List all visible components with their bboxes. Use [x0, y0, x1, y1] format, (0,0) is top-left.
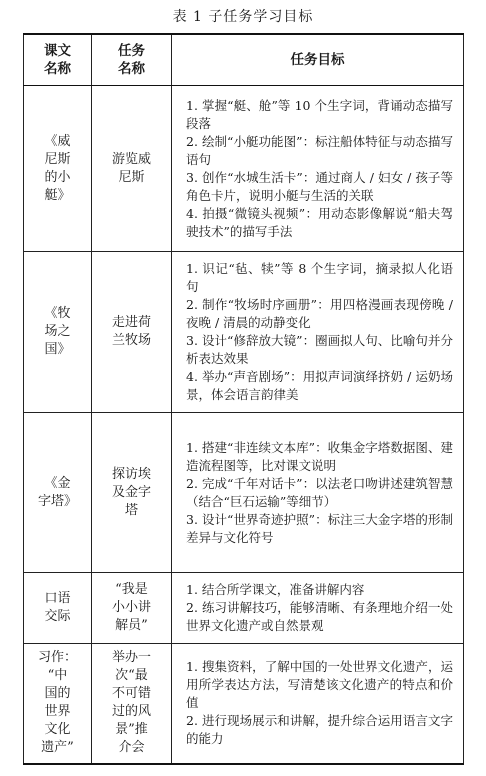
table-caption: 表 1 子任务学习目标 [172, 9, 314, 25]
task-name-line: 过的风 [111, 704, 151, 720]
task-goal-cell [172, 86, 464, 252]
goal-item: 1. 搭建“非连续文本库”：收集金字塔数据图、建造流程图等，比对课文说明 [186, 439, 453, 473]
header-task-goal: 任务目标 [172, 34, 464, 86]
task-name-line: “我是 [115, 582, 148, 597]
header-task-line: 任务 [118, 43, 145, 59]
task-name-cell [92, 86, 172, 252]
task-name-line: 次“最 [115, 668, 148, 684]
task-name-line: 举办一 [111, 650, 151, 666]
task-name-line: 游览威 [111, 151, 151, 167]
task-goal-cell [172, 413, 464, 573]
table-row [24, 86, 464, 252]
lesson-name-cell [24, 644, 92, 764]
lesson-name-line: 口语 [44, 591, 71, 606]
task-goal-cell [172, 573, 464, 644]
task-name-cell [92, 413, 172, 573]
lesson-name-line: 场之 [44, 324, 71, 339]
lesson-name-line: 的小 [44, 169, 71, 185]
goal-item: 1. 识记“毡、犊”等 8 个生字词，摘录拟人化语句 [186, 261, 453, 294]
table-row [24, 573, 464, 644]
task-name-line: 兰牧场 [111, 333, 151, 348]
task-name-line: 介会 [118, 740, 145, 756]
goal-item: 1. 掌握“艇、舱”等 10 个生字词，背诵动态描写段落 [186, 97, 453, 131]
lesson-name-line: 艇》 [44, 187, 71, 203]
task-name-line: 塔 [124, 502, 138, 518]
header-row [24, 34, 464, 86]
table-body [24, 86, 464, 764]
task-goal-cell [172, 644, 464, 764]
task-name-line: 探访埃 [111, 466, 151, 482]
task-name-cell [92, 573, 172, 644]
lesson-name-line: 交际 [44, 609, 71, 624]
task-name-line: 景”推 [115, 722, 148, 738]
goal-item: 2. 完成“千年对话卡”：以法老口吻讲述建筑智慧（结合“巨石运输”等细节） [186, 475, 453, 509]
goal-item: 1. 搜集资料，了解中国的一处世界文化遗产，运用所学表达方法，写清楚该文化遗产的特点和价值 [186, 659, 453, 711]
task-name-line: 及金字 [111, 484, 151, 500]
task-name-line: 尼斯 [118, 169, 145, 185]
goal-item: 2. 绘制“小艇功能图”：标注船体特征与动态描写语句 [186, 133, 453, 167]
table-row [24, 252, 464, 413]
goal-item: 1. 结合所学课文，准备讲解内容 [186, 582, 365, 597]
task-name-line: 小小讲 [111, 600, 151, 615]
lesson-name-line: 习作： [37, 650, 77, 666]
goal-item: 4. 拍摄“微镜头视频”：用动态影像解说“船夫驾驶技术”的描写手法 [186, 205, 453, 239]
goals-table [23, 33, 464, 765]
lesson-name-line: 国的 [44, 686, 71, 702]
header-lesson-name [24, 34, 92, 86]
lesson-name-line: 国》 [44, 342, 71, 357]
goal-item: 3. 创作“水城生活卡”：通过商人 / 妇女 / 孩子等角色卡片，说明小艇与生活的关联 [186, 169, 453, 203]
task-name-cell [92, 252, 172, 413]
goal-item: 3. 设计“世界奇迹护照”：标注三大金字塔的形制差异与文化符号 [186, 511, 453, 545]
lesson-name-line: 《金 [44, 475, 71, 491]
lesson-name-line: 尼斯 [44, 151, 71, 167]
goal-item: 2. 进行现场展示和讲解，提升综合运用语言文字的能力 [186, 713, 453, 747]
lesson-name-line: 字塔》 [37, 493, 77, 509]
lesson-name-cell [24, 252, 92, 413]
table-row [24, 644, 464, 764]
lesson-name-cell [24, 86, 92, 252]
lesson-name-line: 世界 [44, 704, 71, 720]
task-name-line: 解员” [115, 618, 148, 633]
header-task-name [92, 34, 172, 86]
goal-item: 2. 练习讲解技巧，能够清晰、有条理地介绍一处世界文化遗产或自然景观 [186, 600, 453, 633]
task-name-line: 不可错 [111, 686, 151, 702]
header-task-line: 名称 [118, 61, 145, 77]
task-name-line: 走进荷 [111, 315, 151, 330]
lesson-name-line: 遗产” [41, 740, 74, 756]
table-row [24, 413, 464, 573]
header-lesson-line: 课文 [44, 43, 71, 59]
header-lesson-line: 名称 [44, 61, 71, 77]
lesson-name-line: “中 [47, 668, 68, 684]
goal-item: 2. 制作“牧场时序画册”：用四格漫画表现傍晚 / 夜晚 / 清晨的动静变化 [186, 297, 453, 330]
lesson-name-cell [24, 573, 92, 644]
goal-item: 3. 设计“修辞放大镜”：圈画拟人句、比喻句并分析表达效果 [186, 333, 453, 366]
lesson-name-line: 《威 [44, 133, 71, 149]
lesson-name-cell [24, 413, 92, 573]
lesson-name-line: 《牧 [44, 306, 71, 321]
lesson-name-line: 文化 [44, 722, 71, 738]
task-goal-cell [172, 252, 464, 413]
task-name-cell [92, 644, 172, 764]
goal-item: 4. 举办“声音剧场”：用拟声词演绎挤奶 / 运奶场景，体会语言韵律美 [186, 369, 453, 402]
